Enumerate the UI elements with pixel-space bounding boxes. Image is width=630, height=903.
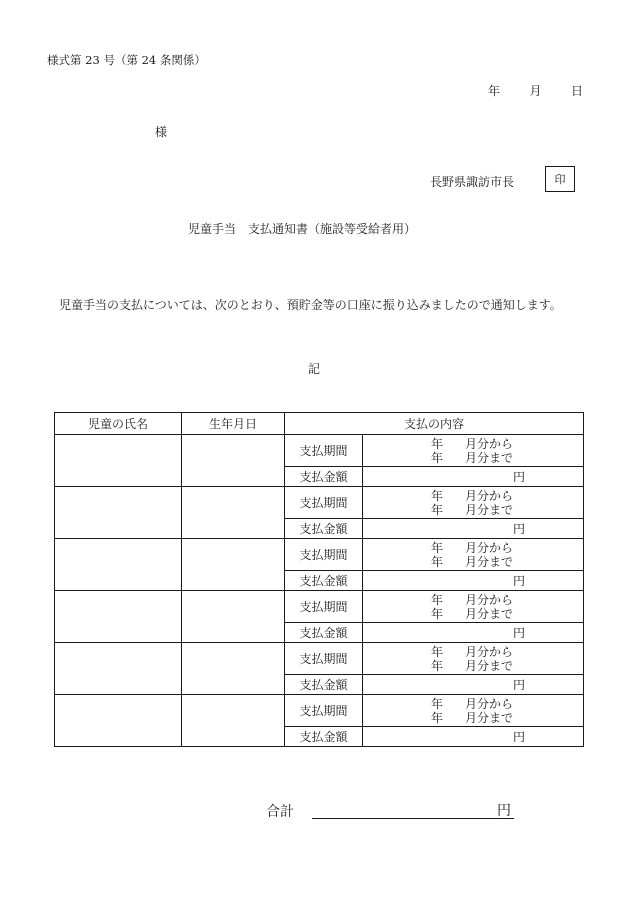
table-row bbox=[55, 487, 584, 519]
period-from bbox=[431, 541, 583, 555]
document-title: 児童手当 支払通知書（施設等受給者用） bbox=[188, 222, 417, 236]
period-to-year: 年 bbox=[431, 450, 444, 465]
form-number: 様式第 23 号（第 24 条関係） bbox=[47, 53, 206, 67]
period-from-month: 月分から bbox=[465, 644, 514, 659]
period-label: 支払期間 bbox=[285, 435, 363, 467]
date-line bbox=[488, 82, 583, 99]
total-amount-line[interactable] bbox=[312, 818, 514, 819]
period-from-year: 年 bbox=[431, 644, 444, 659]
header-child-name: 児童の氏名 bbox=[55, 413, 182, 435]
amount-value-cell[interactable] bbox=[363, 519, 584, 539]
period-value-cell[interactable] bbox=[363, 643, 584, 675]
amount-unit: 円 bbox=[513, 470, 526, 484]
body-paragraph: 児童手当の支払については、次のとおり、預貯金等の口座に振り込みましたので通知します。 bbox=[59, 298, 562, 312]
period-value-cell[interactable] bbox=[363, 539, 584, 571]
amount-value-cell[interactable] bbox=[363, 467, 584, 487]
period-to-month: 月分まで bbox=[465, 710, 514, 725]
child-name-cell[interactable] bbox=[55, 487, 182, 539]
amount-value-cell[interactable] bbox=[363, 623, 584, 643]
amount-label: 支払金額 bbox=[285, 571, 363, 591]
period-to-year: 年 bbox=[431, 606, 444, 621]
child-name-cell[interactable] bbox=[55, 539, 182, 591]
birthdate-cell[interactable] bbox=[182, 695, 285, 747]
amount-unit: 円 bbox=[513, 574, 526, 588]
date-month-label: 月 bbox=[529, 84, 542, 98]
period-to-month: 月分まで bbox=[465, 606, 514, 621]
amount-label: 支払金額 bbox=[285, 623, 363, 643]
birthdate-cell[interactable] bbox=[182, 435, 285, 487]
period-from-year: 年 bbox=[431, 592, 444, 607]
amount-label: 支払金額 bbox=[285, 727, 363, 747]
birthdate-cell[interactable] bbox=[182, 539, 285, 591]
period-to-month: 月分まで bbox=[465, 658, 514, 673]
period-from bbox=[431, 437, 583, 451]
period-from bbox=[431, 645, 583, 659]
birthdate-cell[interactable] bbox=[182, 643, 285, 695]
period-value-cell[interactable] bbox=[363, 487, 584, 519]
period-to bbox=[431, 659, 583, 673]
table-row bbox=[55, 539, 584, 571]
period-from-year: 年 bbox=[431, 488, 444, 503]
period-to-year: 年 bbox=[431, 554, 444, 569]
amount-value-cell[interactable] bbox=[363, 727, 584, 747]
child-name-cell[interactable] bbox=[55, 695, 182, 747]
period-from bbox=[431, 489, 583, 503]
period-from-year: 年 bbox=[431, 696, 444, 711]
amount-value-cell[interactable] bbox=[363, 571, 584, 591]
period-to bbox=[431, 607, 583, 621]
period-to-month: 月分まで bbox=[465, 450, 514, 465]
header-payment-content: 支払の内容 bbox=[285, 413, 584, 435]
amount-label: 支払金額 bbox=[285, 519, 363, 539]
header-birthdate: 生年月日 bbox=[182, 413, 285, 435]
period-label: 支払期間 bbox=[285, 695, 363, 727]
period-from-month: 月分から bbox=[465, 488, 514, 503]
amount-label: 支払金額 bbox=[285, 675, 363, 695]
period-to-year: 年 bbox=[431, 502, 444, 517]
period-from-month: 月分から bbox=[465, 436, 514, 451]
table-row bbox=[55, 643, 584, 675]
table-row bbox=[55, 435, 584, 467]
period-from-month: 月分から bbox=[465, 540, 514, 555]
period-from-month: 月分から bbox=[465, 696, 514, 711]
period-value-cell[interactable] bbox=[363, 591, 584, 623]
date-year-label: 年 bbox=[488, 84, 501, 98]
child-name-cell[interactable] bbox=[55, 643, 182, 695]
birthdate-cell[interactable] bbox=[182, 591, 285, 643]
period-from-year: 年 bbox=[431, 540, 444, 555]
child-name-cell[interactable] bbox=[55, 591, 182, 643]
period-to bbox=[431, 711, 583, 725]
period-to bbox=[431, 451, 583, 465]
period-from-year: 年 bbox=[431, 436, 444, 451]
body-text bbox=[47, 292, 587, 318]
amount-unit: 円 bbox=[513, 678, 526, 692]
table-row bbox=[55, 591, 584, 623]
period-value-cell[interactable] bbox=[363, 435, 584, 467]
period-label: 支払期間 bbox=[285, 591, 363, 623]
child-name-cell[interactable] bbox=[55, 435, 182, 487]
period-to-month: 月分まで bbox=[465, 554, 514, 569]
table-body bbox=[55, 435, 584, 747]
total-unit: 円 bbox=[497, 803, 511, 819]
birthdate-cell[interactable] bbox=[182, 487, 285, 539]
period-to bbox=[431, 503, 583, 517]
seal-box bbox=[545, 166, 575, 192]
amount-value-cell[interactable] bbox=[363, 675, 584, 695]
period-to-year: 年 bbox=[431, 710, 444, 725]
payment-table bbox=[54, 412, 584, 747]
amount-unit: 円 bbox=[513, 522, 526, 536]
seal-label: 印 bbox=[554, 173, 566, 186]
period-to-month: 月分まで bbox=[465, 502, 514, 517]
amount-unit: 円 bbox=[513, 730, 526, 744]
period-label: 支払期間 bbox=[285, 539, 363, 571]
period-from-month: 月分から bbox=[465, 592, 514, 607]
table-row bbox=[55, 695, 584, 727]
period-to bbox=[431, 555, 583, 569]
ki-heading: 記 bbox=[308, 362, 321, 376]
amount-unit: 円 bbox=[513, 626, 526, 640]
addressee-suffix: 様 bbox=[155, 125, 168, 139]
total-label: 合計 bbox=[266, 804, 294, 820]
period-value-cell[interactable] bbox=[363, 695, 584, 727]
period-from bbox=[431, 593, 583, 607]
period-label: 支払期間 bbox=[285, 487, 363, 519]
period-label: 支払期間 bbox=[285, 643, 363, 675]
amount-label: 支払金額 bbox=[285, 467, 363, 487]
period-from bbox=[431, 697, 583, 711]
table-header-row bbox=[55, 413, 584, 435]
issuer: 長野県諏訪市長 bbox=[430, 175, 515, 189]
date-day-label: 日 bbox=[570, 84, 583, 98]
period-to-year: 年 bbox=[431, 658, 444, 673]
